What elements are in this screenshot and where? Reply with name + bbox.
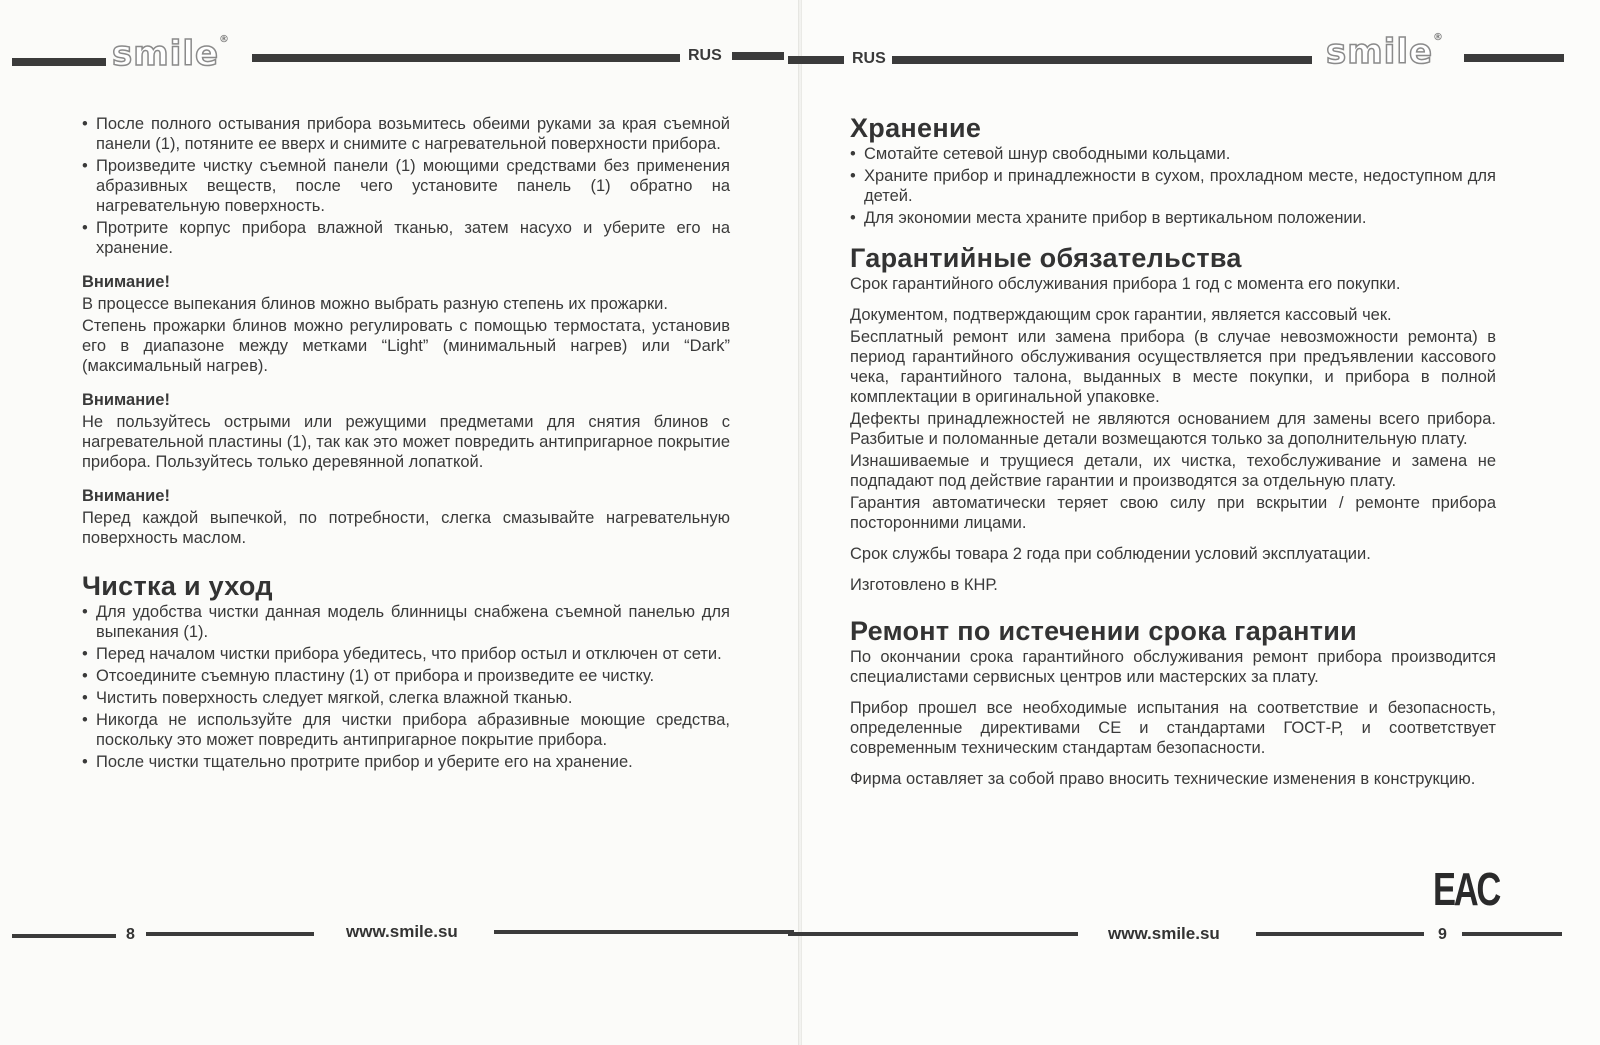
- list-item: • Для удобства чистки данная модель блинницы снабжена съемной панелью для выпекания (1).: [82, 602, 730, 642]
- footer-rule: [1256, 932, 1424, 936]
- header-rule: [1464, 54, 1564, 62]
- header-rule: [732, 52, 784, 60]
- list-item: • Протрите корпус прибора влажной тканью, затем насухо и уберите его на хранение.: [82, 218, 730, 258]
- warranty-text: Дефекты принадлежностей не являются основанием для замены всего прибора. Разбитые и поломанные детали возмещаются только за дополнительную плату.: [850, 410, 1496, 448]
- list-item: • После чистки тщательно протрите прибор и уберите его на хранение.: [82, 752, 730, 772]
- page-number: 8: [126, 926, 135, 943]
- page-number: 9: [1438, 926, 1447, 943]
- right-column: [850, 112, 1496, 791]
- footer-rule: [1462, 932, 1562, 936]
- warranty-text: Гарантия автоматически теряет свою силу при вскрытии / ремонте прибора посторонними лицами.: [850, 494, 1496, 532]
- rights-text: Фирма оставляет за собой право вносить технические изменения в конструкцию.: [850, 770, 1476, 788]
- list-item: • Отсоедините съемную пластину (1) от прибора и произведите ее чистку.: [82, 666, 730, 686]
- footer-rule: [788, 932, 1078, 936]
- warning-title: Внимание!: [82, 391, 170, 409]
- warranty-text: Изнашиваемые и трущиеся детали, их чистка, техобслуживание и замена не подпадают под действие гарантии и производятся за отдельную плату.: [850, 452, 1496, 490]
- warning-title: Внимание!: [82, 273, 170, 291]
- care-bullet-list: [82, 114, 730, 258]
- warranty-text: Бесплатный ремонт или замена прибора (в случае невозможности ремонта) в период гарантийного обслуживания осуществляется при предъявлении кассового чека, гарантийного талона, выданных в месте покупки, и прибора в полной комплектации в оригинальной упаковке.: [850, 328, 1496, 406]
- list-item: • После полного остывания прибора возьмитесь обеими руками за края съемной панели (1), потяните ее вверх и снимите с нагревательной поверхности прибора.: [82, 114, 730, 154]
- brand-logo: smile®: [112, 34, 231, 74]
- warning-text: В процессе выпекания блинов можно выбрать разную степень их прожарки.: [82, 295, 668, 313]
- section-title-warranty: Гарантийные обязательства: [850, 243, 1242, 273]
- section-title-cleaning: Чистка и уход: [82, 571, 273, 601]
- header-rule: [788, 56, 844, 64]
- footer-rule: [12, 934, 116, 938]
- section-title-repair: Ремонт по истечении срока гарантии: [850, 616, 1358, 646]
- warning-title: Внимание!: [82, 487, 170, 505]
- list-item: • Перед началом чистки прибора убедитесь, что прибор остыл и отключен от сети.: [82, 644, 730, 664]
- list-item: • Для экономии места храните прибор в вертикальном положении.: [850, 208, 1496, 228]
- made-in-text: Изготовлено в КНР.: [850, 576, 998, 594]
- eac-certification-mark: EAC: [1433, 863, 1500, 915]
- warranty-text: Документом, подтверждающим срок гарантии, является кассовый чек.: [850, 306, 1392, 324]
- section-title-storage: Хранение: [850, 113, 982, 143]
- storage-bullet-list: [850, 144, 1496, 228]
- service-life-text: Срок службы товара 2 года при соблюдении условий эксплуатации.: [850, 545, 1371, 563]
- list-item: • Смотайте сетевой шнур свободными кольцами.: [850, 144, 1496, 164]
- warranty-text: Срок гарантийного обслуживания прибора 1 год с момента его покупки.: [850, 275, 1401, 293]
- compliance-text: Прибор прошел все необходимые испытания на соответствие и безопасность, определенные директивами CE и стандартами ГОСТ-Р, и соответствует современным техническим стандартам безопасности.: [850, 699, 1496, 757]
- language-label: RUS: [852, 50, 886, 67]
- warning-text: Степень прожарки блинов можно регулировать с помощью термостата, установив его в диапазоне между метками “Light” (минимальный нагрев) или “Dark” (максимальный нагрев).: [82, 317, 730, 375]
- list-item: • Никогда не используйте для чистки прибора абразивные моющие средства, поскольку это может повредить антипригарное покрытие прибора.: [82, 710, 730, 750]
- footer-rule: [494, 930, 794, 934]
- warning-text: Перед каждой выпечкой, по потребности, слегка смазывайте нагревательную поверхность маслом.: [82, 509, 730, 547]
- list-item: • Храните прибор и принадлежности в сухом, прохладном месте, недоступном для детей.: [850, 166, 1496, 206]
- website-link: www.smile.su: [1108, 924, 1220, 943]
- repair-text: По окончании срока гарантийного обслуживания ремонт прибора производится специалистами сервисных центров или мастерских за плату.: [850, 648, 1496, 686]
- header-rule: [12, 58, 106, 66]
- cleaning-bullet-list: [82, 602, 730, 772]
- list-item: • Произведите чистку съемной панели (1) моющими средствами без применения абразивных веществ, после чего установите панель (1) обратно на нагревательную поверхность.: [82, 156, 730, 216]
- left-column: [82, 114, 730, 774]
- brand-logo: smile®: [1326, 32, 1445, 72]
- header-rule: [252, 54, 680, 62]
- footer-rule: [146, 932, 314, 936]
- language-label: RUS: [688, 47, 722, 64]
- list-item: • Чистить поверхность следует мягкой, слегка влажной тканью.: [82, 688, 730, 708]
- warning-text: Не пользуйтесь острыми или режущими предметами для снятия блинов с нагревательной пластины (1), так как это может повредить антипригарное покрытие прибора. Пользуйтесь только деревянной лопаткой.: [82, 413, 730, 471]
- website-link: www.smile.su: [346, 922, 458, 941]
- page-gutter: [798, 0, 802, 1045]
- header-rule: [892, 56, 1312, 64]
